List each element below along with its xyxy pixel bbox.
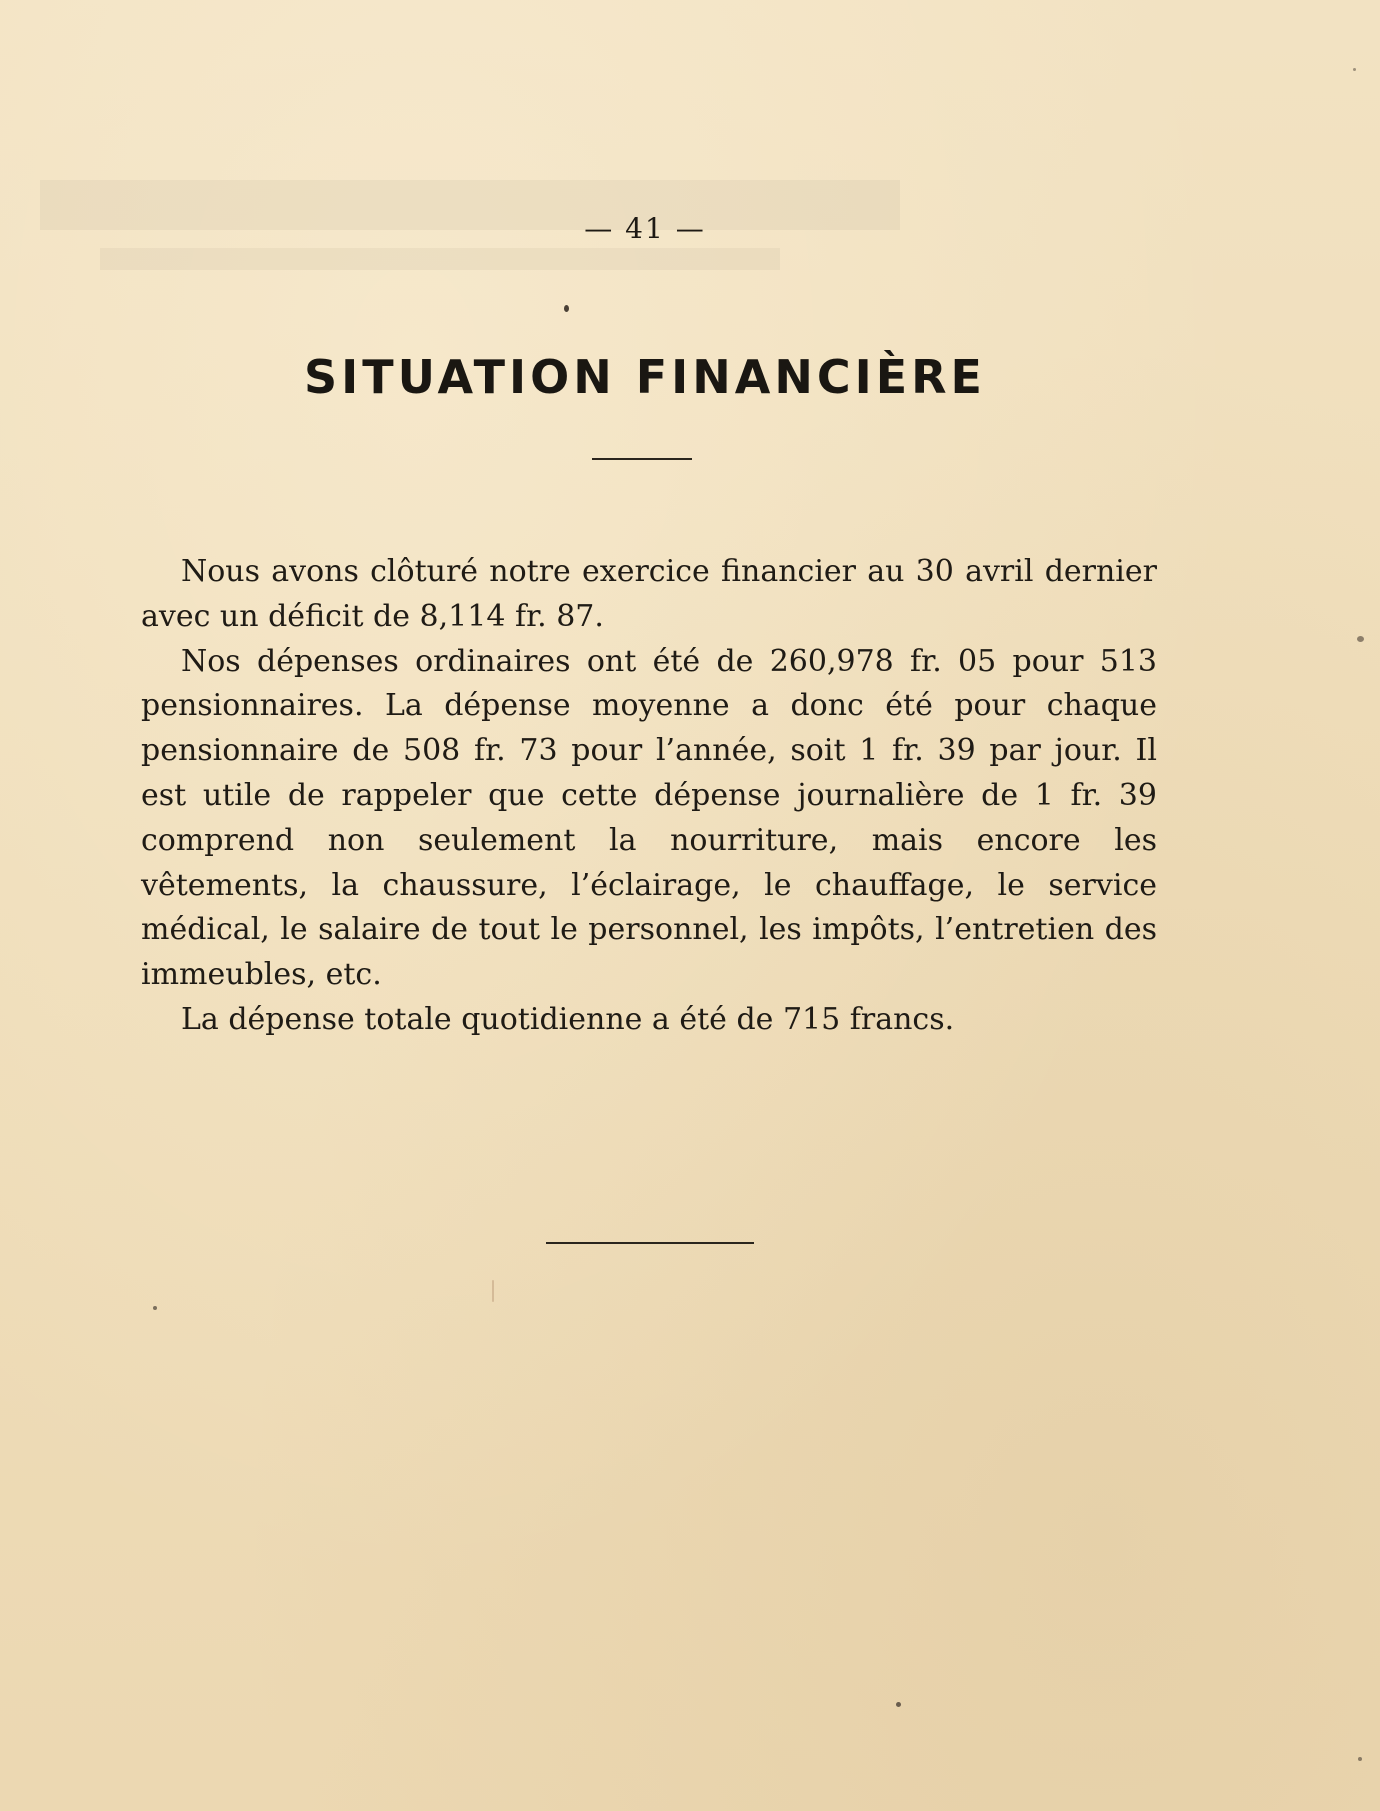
paper-speck [1357,636,1364,642]
paper-speck [1353,68,1356,71]
body-text [141,550,1157,1043]
paper-speck [896,1702,901,1707]
page-title: SITUATION FINANCIÈRE [304,350,986,404]
paper-speck [1358,1757,1362,1761]
paragraph-expenses: Nos dépenses ordinaires ont été de 260,978 fr. 05 pour 513 pensionnaires. La dépense moyenne a donc été pour chaque pensionnaire de 508 fr. 73 pour l’année, soit 1 fr. 39 par jour. Il est utile de rappeler que cette dépense journalière de 1 fr. 39 comprend non seulement la nourriture, mais encore les vêtements, la chaussure, l’éclairage, le chauffage, le service médical, le salaire de tout le personnel, les impôts, l’entretien des immeubles, etc. [141,643,1157,993]
closing-rule [546,1242,754,1244]
paper-speck [492,1280,494,1302]
page-number: — 41 — [584,212,706,245]
paper-speck [564,305,569,312]
paragraph-daily-total: La dépense totale quotidienne a été de 715 francs. [181,1001,955,1037]
paper-speck [153,1306,157,1310]
paragraph-deficit: Nous avons clôturé notre exercice financier au 30 avril dernier avec un déficit de 8,114 fr. 87. [141,554,1157,634]
title-rule [592,458,692,460]
